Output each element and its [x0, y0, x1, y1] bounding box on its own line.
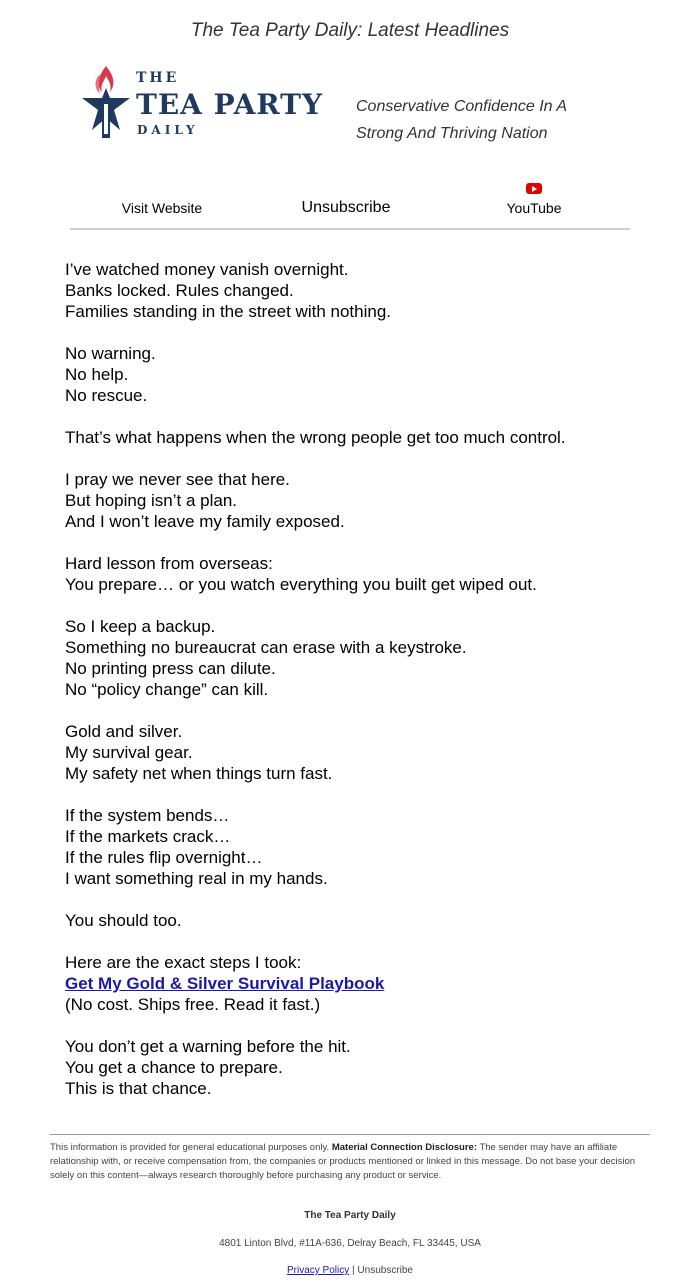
disclaimer-rest: The sender may have an affiliate relationship with, or receive compensation from, the companies or products mentioned or linked in this message. Do not base your decision solely on this content—always research thoroughly before purchasing any product or service. [50, 1142, 636, 1181]
body-line: Banks locked. Rules changed. [65, 281, 294, 300]
privacy-policy-link[interactable]: Privacy Policy [286, 1265, 350, 1276]
youtube-link[interactable]: YouTube [506, 200, 562, 216]
tagline [356, 93, 656, 147]
paragraph-8 [65, 805, 665, 889]
paragraph-10 [65, 952, 665, 1015]
body-line: You don’t get a warning before the hit. [65, 1037, 351, 1056]
body-line: But hoping isn’t a plan. [65, 491, 238, 510]
body-line: Something no bureaucrat can erase with a keystroke. [65, 638, 467, 657]
tagline-line-1: Conservative Confidence In A [356, 98, 568, 115]
paragraph-9 [65, 910, 665, 931]
paragraph-1 [65, 259, 665, 322]
body-line: My survival gear. [65, 743, 193, 762]
logo-text-daily: DAILY [137, 123, 199, 137]
youtube-icon[interactable] [526, 183, 542, 194]
body-line: No printing press can dilute. [65, 659, 276, 678]
body-line: You prepare… or you watch everything you built get wiped out. [65, 575, 537, 594]
footer-disclaimer [50, 1141, 652, 1183]
body-line: If the system bends… [65, 806, 230, 825]
torch-logo-icon [80, 64, 132, 140]
header-nav [70, 180, 630, 230]
logo-text-main: TEA PARTY [136, 88, 323, 121]
footer-unsubscribe-link[interactable]: Unsubscribe [357, 1265, 413, 1276]
body-line: I want something real in my hands. [65, 869, 328, 888]
footer-separator: | [352, 1265, 355, 1276]
body-line: Gold and silver. [65, 722, 183, 741]
visit-website-link[interactable]: Visit Website [121, 200, 203, 216]
body-line: So I keep a backup. [65, 617, 216, 636]
footer-divider [50, 1134, 650, 1135]
body-line: Here are the exact steps I took: [65, 953, 302, 972]
paragraph-2 [65, 343, 665, 406]
disclaimer-bold: Material Connection Disclosure: [331, 1142, 477, 1153]
paragraph-11 [65, 1036, 665, 1099]
footer-address: 4801 Linton Blvd, #11A-636, Delray Beach, FL 33445, USA [219, 1238, 481, 1249]
body-line: You should too. [65, 911, 182, 930]
body-line: If the rules flip overnight… [65, 848, 263, 867]
body-line: I pray we never see that here. [65, 470, 290, 489]
body-line: That’s what happens when the wrong people get too much control. [65, 428, 566, 447]
paragraph-7 [65, 721, 665, 784]
body-line: No rescue. [65, 386, 148, 405]
paragraph-3 [65, 427, 665, 448]
body-line: You get a chance to prepare. [65, 1058, 283, 1077]
tagline-line-2: Strong And Thriving Nation [356, 125, 548, 142]
body-line: If the markets crack… [65, 827, 231, 846]
paragraph-5 [65, 553, 665, 595]
body-line: No warning. [65, 344, 156, 363]
body-line: Families standing in the street with nothing. [65, 302, 392, 321]
brand-logo[interactable] [80, 64, 340, 144]
body-line: No help. [65, 365, 129, 384]
unsubscribe-link[interactable]: Unsubscribe [301, 199, 391, 216]
footer-company-name: The Tea Party Daily [304, 1210, 396, 1221]
preheader-title: The Tea Party Daily: Latest Headlines [190, 20, 510, 41]
body-line: No “policy change” can kill. [65, 680, 269, 699]
paragraph-4 [65, 469, 665, 532]
body-line: My safety net when things turn fast. [65, 764, 333, 783]
disclaimer-lead: This information is provided for general educational purposes only. [50, 1142, 330, 1153]
email-body [65, 259, 665, 1120]
body-line: And I won’t leave my family exposed. [65, 512, 345, 531]
body-line: (No cost. Ships free. Read it fast.) [65, 995, 321, 1014]
cta-playbook-link[interactable]: Get My Gold & Silver Survival Playbook [65, 974, 385, 993]
body-line: I’ve watched money vanish overnight. [65, 260, 349, 279]
body-line: This is that chance. [65, 1079, 212, 1098]
paragraph-6 [65, 616, 665, 700]
footer-links [0, 1265, 700, 1276]
logo-text-the: THE [136, 70, 180, 86]
body-line: Hard lesson from overseas: [65, 554, 273, 573]
